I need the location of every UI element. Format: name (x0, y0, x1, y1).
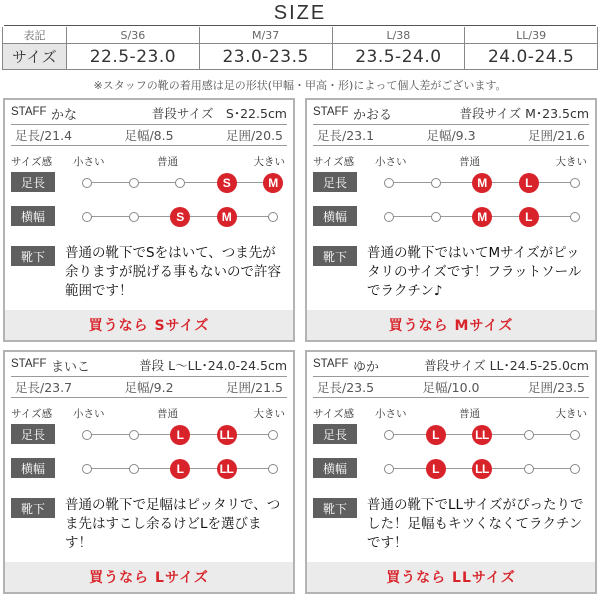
foot-measurements (313, 376, 589, 398)
scale-big-label: 大きい (253, 156, 285, 168)
foot-measurements (11, 376, 287, 398)
staff-comment: 普通の靴下でLLサイズがぴったりでした！足幅もキツくなくてラクチンです！ (367, 497, 584, 551)
staff-label: STAFF (313, 106, 349, 118)
scale-header (307, 404, 595, 420)
foot-width-value: 足幅/10.0 (422, 380, 480, 395)
staff-comment: 普通の靴下ではいてMサイズがピッタリのサイズです！フラットソールでラクチン♪ (367, 245, 582, 299)
size-marker: LL (472, 459, 492, 479)
scale-row-label: サイズ感 (313, 408, 355, 420)
foot-length-value: 足長/23.7 (15, 380, 73, 395)
usual-size: 普段サイズ S･22.5cm (151, 106, 287, 121)
fit-disclaimer-note: ※スタッフの靴の着用感は足の形状(甲幅・甲高・形)によって個人差がございます。 (93, 79, 507, 92)
foot-width-tag: 横幅 (313, 206, 357, 226)
scale-header (5, 152, 293, 168)
scale-dot (524, 464, 534, 474)
scale-mid-label: 普通 (157, 408, 178, 420)
foot-length-scale (389, 176, 575, 190)
scale-small-label: 小さい (375, 156, 407, 168)
staff-panel (3, 98, 295, 342)
scale-dot (384, 430, 394, 440)
size-marker: M (472, 207, 492, 227)
foot-width-value: 足幅/9.3 (426, 128, 476, 143)
size-marker: LL (217, 459, 237, 479)
recommendation-banner: 買うなら Mサイズ (307, 310, 595, 340)
scale-row-label: サイズ感 (11, 408, 53, 420)
foot-width-scale (87, 210, 273, 224)
scale-mid-label: 普通 (459, 156, 480, 168)
size-marker: L (426, 459, 446, 479)
staff-panel (305, 98, 597, 342)
scale-mid-label: 普通 (157, 156, 178, 168)
foot-length-tag: 足長 (11, 424, 55, 444)
scale-dot (129, 212, 139, 222)
staff-panel (305, 350, 597, 594)
scale-big-label: 大きい (253, 408, 285, 420)
recommendation-banner: 買うなら Sサイズ (5, 310, 293, 340)
recommendation-banner: 買うなら Lサイズ (5, 562, 293, 592)
scale-mid-label: 普通 (459, 408, 480, 420)
foot-width-scale (389, 210, 575, 224)
scale-dot (431, 178, 441, 188)
scale-dot (384, 212, 394, 222)
sock-tag: 靴下 (11, 246, 55, 266)
staff-name: ゆか (353, 360, 380, 375)
usual-size: 普段 L〜LL･24.0-24.5cm (139, 358, 287, 373)
foot-length-scale (389, 428, 575, 442)
staff-name: かな (51, 108, 78, 123)
scale-dot (570, 464, 580, 474)
foot-length-value: 足長/23.5 (317, 380, 375, 395)
foot-length-scale (87, 428, 273, 442)
foot-measurements (313, 124, 589, 146)
size-table (2, 27, 598, 70)
staff-name: まいこ (51, 360, 91, 375)
staff-label: STAFF (313, 358, 349, 370)
size-table-header-row (3, 27, 598, 44)
size-marker: LL (217, 425, 237, 445)
foot-length-value: 足長/23.1 (317, 128, 375, 143)
scale-row-label: サイズ感 (313, 156, 355, 168)
size-marker: L (519, 173, 539, 193)
foot-width-tag: 横幅 (313, 458, 357, 478)
scale-big-label: 大きい (555, 156, 587, 168)
size-marker: M (472, 173, 492, 193)
scale-small-label: 小さい (73, 408, 105, 420)
scale-dot (82, 212, 92, 222)
staff-header (313, 104, 589, 124)
usual-size: 普段サイズ M･23.5cm (459, 106, 589, 121)
scale-small-label: 小さい (375, 408, 407, 420)
foot-length-value: 足長/21.4 (15, 128, 73, 143)
recommendation-banner: 買うなら LLサイズ (307, 562, 595, 592)
foot-width-scale (389, 462, 575, 476)
staff-header (313, 356, 589, 376)
scale-dot (384, 178, 394, 188)
size-table-header-cell: LL/39 (465, 27, 598, 44)
size-marker: M (217, 207, 237, 227)
size-table-header-cell: L/38 (332, 27, 465, 44)
foot-width-value: 足幅/8.5 (124, 128, 174, 143)
size-table-header-cell: M/37 (199, 27, 332, 44)
scale-dot (384, 464, 394, 474)
foot-measurements (11, 124, 287, 146)
size-marker: LL (472, 425, 492, 445)
foot-width-tag: 横幅 (11, 458, 55, 478)
foot-width-tag: 横幅 (11, 206, 55, 226)
scale-header (307, 152, 595, 168)
scale-dot (268, 212, 278, 222)
scale-dot (175, 178, 185, 188)
scale-big-label: 大きい (555, 408, 587, 420)
foot-length-tag: 足長 (313, 424, 357, 444)
size-marker: L (426, 425, 446, 445)
sock-tag: 靴下 (313, 498, 357, 518)
scale-row-label: サイズ感 (11, 156, 53, 168)
size-table-value-cell: 24.0-24.5 (465, 44, 598, 70)
scale-dot (570, 212, 580, 222)
foot-length-tag: 足長 (11, 172, 55, 192)
page-title: SIZE (273, 2, 327, 24)
scale-dot (524, 430, 534, 440)
size-marker: M (263, 173, 283, 193)
size-marker: L (519, 207, 539, 227)
sock-tag: 靴下 (313, 246, 357, 266)
staff-comment: 普通の靴下でSをはいて、つま先が余りますが脱げる事もないので許容範囲です！ (65, 245, 281, 299)
title-divider (4, 25, 596, 26)
size-table-row-label: サイズ (3, 44, 67, 70)
size-table-value-row (3, 44, 598, 70)
size-table-value-cell: 22.5-23.0 (67, 44, 200, 70)
size-marker: L (170, 459, 190, 479)
scale-dot (570, 430, 580, 440)
size-marker: S (170, 207, 190, 227)
foot-girth-value: 足囲/20.5 (225, 128, 283, 143)
size-table-value-cell: 23.0-23.5 (199, 44, 332, 70)
scale-small-label: 小さい (73, 156, 105, 168)
scale-dot (129, 464, 139, 474)
staff-comment: 普通の靴下で足幅はピッタリで、つま先はすこし余るけどLを選びます！ (65, 497, 281, 551)
size-table-header-cell: S/36 (67, 27, 200, 44)
staff-label: STAFF (11, 106, 47, 118)
staff-panel (3, 350, 295, 594)
sock-tag: 靴下 (11, 498, 55, 518)
foot-girth-value: 足囲/21.6 (527, 128, 585, 143)
size-marker: S (217, 173, 237, 193)
usual-size: 普段サイズ LL･24.5-25.0cm (424, 358, 589, 373)
size-marker: L (170, 425, 190, 445)
foot-girth-value: 足囲/23.5 (527, 380, 585, 395)
scale-header (5, 404, 293, 420)
staff-header (11, 356, 287, 376)
scale-dot (268, 464, 278, 474)
scale-dot (82, 430, 92, 440)
scale-dot (129, 430, 139, 440)
scale-dot (431, 212, 441, 222)
foot-width-scale (87, 462, 273, 476)
scale-dot (570, 178, 580, 188)
foot-length-tag: 足長 (313, 172, 357, 192)
scale-dot (82, 464, 92, 474)
foot-length-scale (87, 176, 278, 190)
staff-header (11, 104, 287, 124)
scale-dot (129, 178, 139, 188)
staff-name: かおる (353, 108, 393, 123)
foot-width-value: 足幅/9.2 (124, 380, 174, 395)
size-table-header-label: 表記 (3, 27, 67, 44)
foot-girth-value: 足囲/21.5 (225, 380, 283, 395)
size-table-value-cell: 23.5-24.0 (332, 44, 465, 70)
scale-dot (268, 430, 278, 440)
scale-dot (82, 178, 92, 188)
staff-label: STAFF (11, 358, 47, 370)
